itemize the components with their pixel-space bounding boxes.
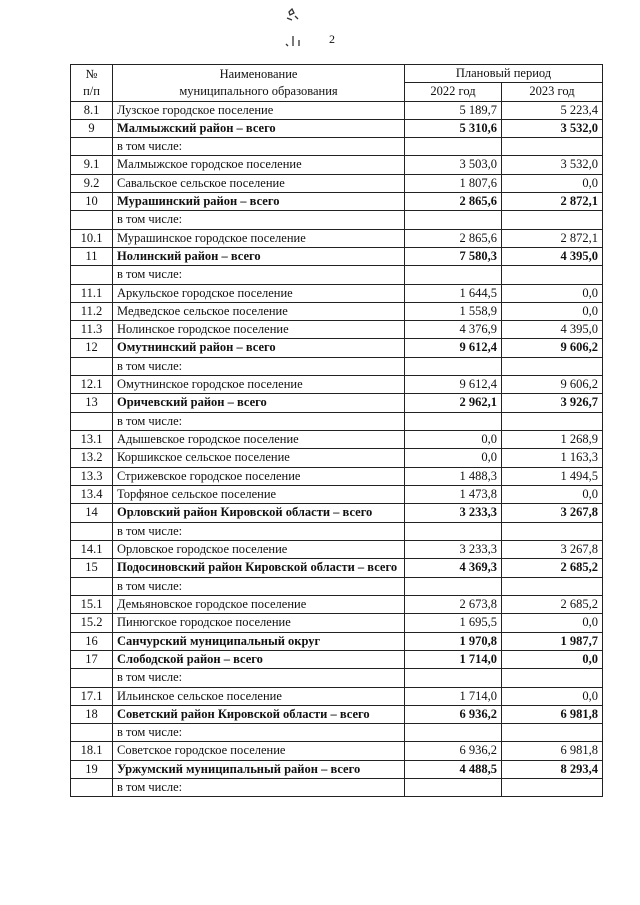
table-row xyxy=(71,559,603,578)
row-value-2023-cell: 3 267,8 xyxy=(502,504,603,523)
row-name-cell: Омутнинское городское поселение xyxy=(113,376,405,394)
row-value-2023-cell xyxy=(502,724,603,742)
row-number-cell: 13 xyxy=(71,394,113,412)
row-value-2022-cell xyxy=(405,211,502,229)
row-number-cell: 9.1 xyxy=(71,156,113,174)
row-value-2022-cell: 2 865,6 xyxy=(405,193,502,211)
row-number-cell: 15.2 xyxy=(71,614,113,632)
row-number-cell: 16 xyxy=(71,632,113,650)
row-number-cell: 14.1 xyxy=(71,540,113,558)
row-value-2023-cell: 3 926,7 xyxy=(502,394,603,412)
row-value-2022-cell xyxy=(405,357,502,375)
table-row xyxy=(71,467,603,485)
row-number-cell: 8.1 xyxy=(71,101,113,119)
row-value-2023-cell: 3 532,0 xyxy=(502,156,603,174)
row-name-cell: в том числе: xyxy=(113,577,405,595)
row-value-2022-cell xyxy=(405,778,502,796)
row-value-2023-cell: 6 981,8 xyxy=(502,705,603,723)
row-value-2023-cell: 1 987,7 xyxy=(502,632,603,650)
row-name-cell: Слободской район – всего xyxy=(113,650,405,668)
row-value-2023-cell xyxy=(502,266,603,284)
row-value-2023-cell xyxy=(502,778,603,796)
row-name-cell: Ильинское сельское поселение xyxy=(113,687,405,705)
header-name-text: Наименование муниципального образования xyxy=(179,66,338,98)
row-number-cell: 11.1 xyxy=(71,284,113,302)
header-2022: 2022 год xyxy=(405,83,502,101)
row-value-2023-cell: 2 685,2 xyxy=(502,559,603,578)
table-row xyxy=(71,284,603,302)
row-number-cell xyxy=(71,577,113,595)
table-row xyxy=(71,339,603,357)
row-number-cell: 13.1 xyxy=(71,430,113,448)
table-row xyxy=(71,778,603,796)
row-value-2022-cell: 4 376,9 xyxy=(405,321,502,339)
row-number-cell: 15 xyxy=(71,559,113,578)
row-name-cell: Орловский район Кировской области – всего xyxy=(113,504,405,523)
row-value-2023-cell: 9 606,2 xyxy=(502,339,603,357)
row-value-2022-cell xyxy=(405,412,502,430)
row-name-cell: Мурашинское городское поселение xyxy=(113,229,405,247)
row-value-2022-cell xyxy=(405,577,502,595)
row-number-cell: 15.1 xyxy=(71,596,113,614)
table-row xyxy=(71,174,603,192)
row-value-2022-cell: 4 369,3 xyxy=(405,559,502,578)
row-value-2022-cell: 1 644,5 xyxy=(405,284,502,302)
row-number-cell: 17 xyxy=(71,650,113,668)
header-2023: 2023 год xyxy=(502,83,603,101)
table-row xyxy=(71,394,603,412)
table-row xyxy=(71,449,603,467)
row-number-cell: 14 xyxy=(71,504,113,523)
table-row xyxy=(71,669,603,687)
row-value-2023-cell: 3 532,0 xyxy=(502,119,603,137)
row-value-2022-cell: 4 488,5 xyxy=(405,760,502,778)
row-number-cell xyxy=(71,522,113,540)
table-row xyxy=(71,156,603,174)
table-row xyxy=(71,119,603,137)
row-value-2022-cell: 3 503,0 xyxy=(405,156,502,174)
row-number-cell: 10 xyxy=(71,193,113,211)
row-name-cell: Медведское сельское поселение xyxy=(113,302,405,320)
header-name xyxy=(113,65,405,102)
row-value-2022-cell xyxy=(405,138,502,156)
row-number-cell xyxy=(71,357,113,375)
row-value-2022-cell: 3 233,3 xyxy=(405,504,502,523)
row-number-cell: 19 xyxy=(71,760,113,778)
table-row xyxy=(71,229,603,247)
row-value-2022-cell: 1 714,0 xyxy=(405,650,502,668)
table-row xyxy=(71,687,603,705)
table-row xyxy=(71,632,603,650)
row-name-cell: Оричевский район – всего xyxy=(113,394,405,412)
row-number-cell xyxy=(71,266,113,284)
row-value-2023-cell: 2 872,1 xyxy=(502,193,603,211)
row-number-cell: 17.1 xyxy=(71,687,113,705)
table-row xyxy=(71,247,603,265)
row-value-2023-cell: 0,0 xyxy=(502,485,603,503)
row-value-2022-cell: 9 612,4 xyxy=(405,339,502,357)
row-value-2022-cell: 9 612,4 xyxy=(405,376,502,394)
page-number: 2 xyxy=(329,32,335,46)
row-value-2023-cell: 3 267,8 xyxy=(502,540,603,558)
row-value-2023-cell xyxy=(502,669,603,687)
row-value-2022-cell: 1 970,8 xyxy=(405,632,502,650)
row-name-cell: Аркульское городское поселение xyxy=(113,284,405,302)
row-name-cell: Уржумский муниципальный район – всего xyxy=(113,760,405,778)
row-value-2022-cell: 7 580,3 xyxy=(405,247,502,265)
table-row xyxy=(71,650,603,668)
row-value-2022-cell xyxy=(405,669,502,687)
row-value-2022-cell xyxy=(405,522,502,540)
row-value-2023-cell: 5 223,4 xyxy=(502,101,603,119)
row-value-2023-cell: 1 268,9 xyxy=(502,430,603,448)
row-name-cell: Адышевское городское поселение xyxy=(113,430,405,448)
row-number-cell xyxy=(71,669,113,687)
row-value-2023-cell: 0,0 xyxy=(502,650,603,668)
table-row xyxy=(71,302,603,320)
row-value-2023-cell: 4 395,0 xyxy=(502,321,603,339)
row-value-2023-cell: 0,0 xyxy=(502,302,603,320)
row-name-cell: Демьяновское городское поселение xyxy=(113,596,405,614)
table-row xyxy=(71,760,603,778)
row-name-cell: Орловское городское поселение xyxy=(113,540,405,558)
budget-table xyxy=(70,64,603,797)
row-value-2022-cell: 1 473,8 xyxy=(405,485,502,503)
table-row xyxy=(71,742,603,760)
row-value-2023-cell xyxy=(502,412,603,430)
row-number-cell xyxy=(71,138,113,156)
table-row xyxy=(71,138,603,156)
row-value-2023-cell: 8 293,4 xyxy=(502,760,603,778)
row-value-2022-cell: 1 558,9 xyxy=(405,302,502,320)
row-value-2023-cell xyxy=(502,138,603,156)
row-value-2023-cell xyxy=(502,357,603,375)
table-header xyxy=(71,65,603,102)
table-row xyxy=(71,485,603,503)
row-value-2023-cell: 0,0 xyxy=(502,174,603,192)
row-number-cell: 12 xyxy=(71,339,113,357)
row-value-2022-cell: 6 936,2 xyxy=(405,742,502,760)
row-name-cell: в том числе: xyxy=(113,266,405,284)
row-value-2023-cell: 2 872,1 xyxy=(502,229,603,247)
table-row xyxy=(71,430,603,448)
row-name-cell: Стрижевское городское поселение xyxy=(113,467,405,485)
row-value-2022-cell: 1 488,3 xyxy=(405,467,502,485)
row-name-cell: Малмыжский район – всего xyxy=(113,119,405,137)
row-name-cell: Малмыжское городское поселение xyxy=(113,156,405,174)
row-value-2023-cell: 0,0 xyxy=(502,687,603,705)
table-row xyxy=(71,614,603,632)
header-number-text: № п/п xyxy=(83,66,100,98)
header-number xyxy=(71,65,113,102)
row-value-2022-cell: 1 714,0 xyxy=(405,687,502,705)
table-row xyxy=(71,266,603,284)
row-number-cell: 12.1 xyxy=(71,376,113,394)
row-number-cell: 11.3 xyxy=(71,321,113,339)
row-number-cell xyxy=(71,724,113,742)
row-name-cell: Нолинское городское поселение xyxy=(113,321,405,339)
table-row xyxy=(71,211,603,229)
header-period: Плановый период xyxy=(405,65,603,83)
row-value-2023-cell: 6 981,8 xyxy=(502,742,603,760)
table-row xyxy=(71,193,603,211)
table-row xyxy=(71,724,603,742)
row-number-cell: 13.2 xyxy=(71,449,113,467)
row-name-cell: в том числе: xyxy=(113,412,405,430)
row-value-2022-cell: 2 865,6 xyxy=(405,229,502,247)
row-value-2023-cell: 0,0 xyxy=(502,284,603,302)
row-value-2023-cell xyxy=(502,577,603,595)
row-name-cell: Нолинский район – всего xyxy=(113,247,405,265)
row-number-cell: 9 xyxy=(71,119,113,137)
row-value-2023-cell: 9 606,2 xyxy=(502,376,603,394)
row-value-2023-cell: 1 494,5 xyxy=(502,467,603,485)
row-value-2022-cell xyxy=(405,266,502,284)
row-name-cell: Омутнинский район – всего xyxy=(113,339,405,357)
row-name-cell: Савальское сельское поселение xyxy=(113,174,405,192)
row-number-cell: 13.3 xyxy=(71,467,113,485)
scan-artifact-mark xyxy=(283,6,309,52)
row-value-2022-cell: 3 233,3 xyxy=(405,540,502,558)
row-name-cell: Коршикское сельское поселение xyxy=(113,449,405,467)
row-name-cell: Торфяное сельское поселение xyxy=(113,485,405,503)
row-value-2022-cell: 0,0 xyxy=(405,430,502,448)
table-row xyxy=(71,705,603,723)
row-name-cell: Пинюгское городское поселение xyxy=(113,614,405,632)
row-number-cell xyxy=(71,778,113,796)
row-number-cell xyxy=(71,211,113,229)
table-row xyxy=(71,540,603,558)
table-row xyxy=(71,522,603,540)
row-name-cell: в том числе: xyxy=(113,138,405,156)
row-number-cell: 11 xyxy=(71,247,113,265)
row-number-cell: 18.1 xyxy=(71,742,113,760)
row-value-2023-cell xyxy=(502,522,603,540)
row-name-cell: Подосиновский район Кировской области – всего xyxy=(113,559,405,578)
row-name-cell: в том числе: xyxy=(113,724,405,742)
row-value-2022-cell: 5 310,6 xyxy=(405,119,502,137)
table-row xyxy=(71,101,603,119)
table-row xyxy=(71,376,603,394)
row-number-cell xyxy=(71,412,113,430)
row-value-2023-cell: 2 685,2 xyxy=(502,596,603,614)
row-name-cell: Лузское городское поселение xyxy=(113,101,405,119)
row-name-cell: Санчурский муниципальный округ xyxy=(113,632,405,650)
row-value-2022-cell: 1 695,5 xyxy=(405,614,502,632)
row-value-2022-cell: 2 962,1 xyxy=(405,394,502,412)
table-body xyxy=(71,101,603,797)
row-value-2023-cell: 4 395,0 xyxy=(502,247,603,265)
row-value-2022-cell: 2 673,8 xyxy=(405,596,502,614)
table-row xyxy=(71,504,603,523)
row-value-2022-cell: 1 807,6 xyxy=(405,174,502,192)
table-row xyxy=(71,596,603,614)
row-number-cell: 11.2 xyxy=(71,302,113,320)
row-name-cell: в том числе: xyxy=(113,522,405,540)
row-value-2022-cell: 5 189,7 xyxy=(405,101,502,119)
row-name-cell: в том числе: xyxy=(113,778,405,796)
row-name-cell: Советский район Кировской области – всего xyxy=(113,705,405,723)
row-number-cell: 10.1 xyxy=(71,229,113,247)
table-row xyxy=(71,412,603,430)
table-row xyxy=(71,357,603,375)
row-value-2023-cell xyxy=(502,211,603,229)
row-value-2023-cell: 1 163,3 xyxy=(502,449,603,467)
row-name-cell: Мурашинский район – всего xyxy=(113,193,405,211)
row-value-2022-cell: 6 936,2 xyxy=(405,705,502,723)
row-number-cell: 18 xyxy=(71,705,113,723)
table-row xyxy=(71,321,603,339)
row-name-cell: в том числе: xyxy=(113,669,405,687)
row-number-cell: 13.4 xyxy=(71,485,113,503)
table-row xyxy=(71,577,603,595)
row-value-2022-cell xyxy=(405,724,502,742)
row-value-2023-cell: 0,0 xyxy=(502,614,603,632)
row-name-cell: Советское городское поселение xyxy=(113,742,405,760)
row-name-cell: в том числе: xyxy=(113,357,405,375)
row-name-cell: в том числе: xyxy=(113,211,405,229)
row-number-cell: 9.2 xyxy=(71,174,113,192)
row-value-2022-cell: 0,0 xyxy=(405,449,502,467)
